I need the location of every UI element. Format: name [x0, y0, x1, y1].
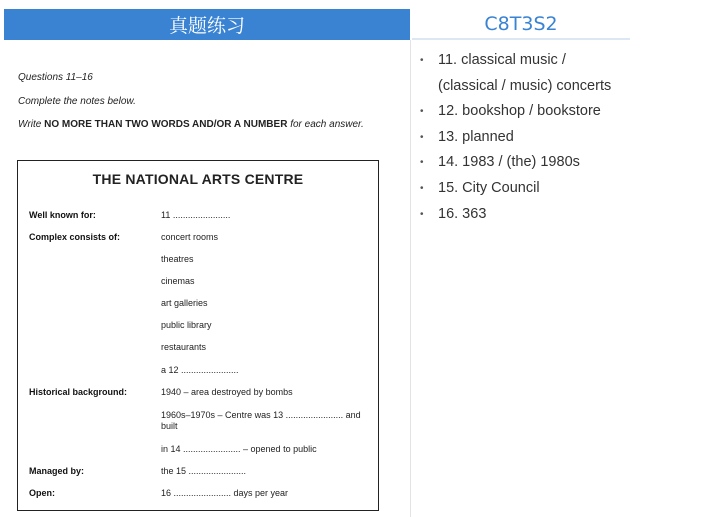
answer-item: [420, 48, 700, 99]
complex-label: Complex consists of:: [29, 232, 121, 242]
bullet-icon: •: [420, 182, 424, 194]
complex-item: public library: [161, 320, 212, 330]
bullet-icon: •: [420, 106, 424, 118]
answer-text: 14. 1983 / (the) 1980s: [438, 154, 580, 171]
open-value: 16 ....................... days per year: [161, 488, 289, 498]
answer-item: [420, 150, 700, 176]
instruction-text: Complete the notes below.: [18, 96, 136, 107]
practice-header-title: 真题练习: [168, 15, 245, 37]
complex-item: art galleries: [161, 298, 208, 308]
answer-header: [412, 9, 630, 40]
answer-item: [420, 176, 700, 202]
managed-label: Managed by:: [29, 466, 85, 476]
notes-title: THE NATIONAL ARTS CENTRE: [92, 171, 304, 187]
open-label: Open:: [29, 488, 55, 498]
answer-text-continued: (classical / music) concerts: [438, 77, 612, 94]
answer-list: [420, 48, 700, 227]
well-known-label: Well known for:: [29, 210, 96, 220]
complex-item: a 12 .......................: [161, 365, 239, 375]
bullet-icon: •: [420, 55, 424, 66]
answer-text: 12. bookshop / bookstore: [438, 103, 601, 120]
answer-header-title: C8T3S2: [484, 12, 558, 35]
well-known-value: 11 .......................: [161, 210, 231, 220]
question-document: [0, 40, 410, 517]
history-item: 1960s–1970s – Centre was 13 ....................... and: [161, 410, 361, 420]
history-item: built: [161, 421, 178, 431]
questions-heading: Questions 11–16: [18, 72, 93, 83]
answer-text: 15. City Council: [438, 179, 540, 196]
answer-text: 16. 363: [438, 205, 487, 222]
complex-item: concert rooms: [161, 232, 219, 242]
answer-item: [420, 125, 700, 151]
notes-box: [17, 160, 379, 511]
complex-item: restaurants: [161, 342, 207, 352]
practice-header: [4, 9, 410, 40]
complex-item: cinemas: [161, 276, 195, 286]
history-item: 1940 – area destroyed by bombs: [161, 387, 293, 397]
bullet-icon: •: [420, 157, 424, 169]
bullet-icon: •: [420, 208, 424, 220]
history-item: in 14 ....................... – opened to public: [161, 444, 317, 454]
word-limit-suffix: for each answer.: [287, 119, 364, 130]
bullet-icon: •: [420, 131, 424, 143]
column-divider: [410, 40, 411, 517]
managed-value: the 15 .......................: [161, 466, 247, 476]
history-label: Historical background:: [29, 387, 128, 397]
answer-text: 11. classical music /: [438, 52, 566, 68]
word-limit-text: [18, 119, 364, 130]
word-limit-bold: NO MORE THAN TWO WORDS AND/OR A NUMBER: [44, 119, 288, 130]
complex-item: theatres: [161, 254, 194, 264]
answer-item: [420, 99, 700, 125]
answer-text: 13. planned: [438, 128, 514, 145]
word-limit-prefix: Write: [18, 119, 45, 130]
answer-item: [420, 202, 700, 228]
